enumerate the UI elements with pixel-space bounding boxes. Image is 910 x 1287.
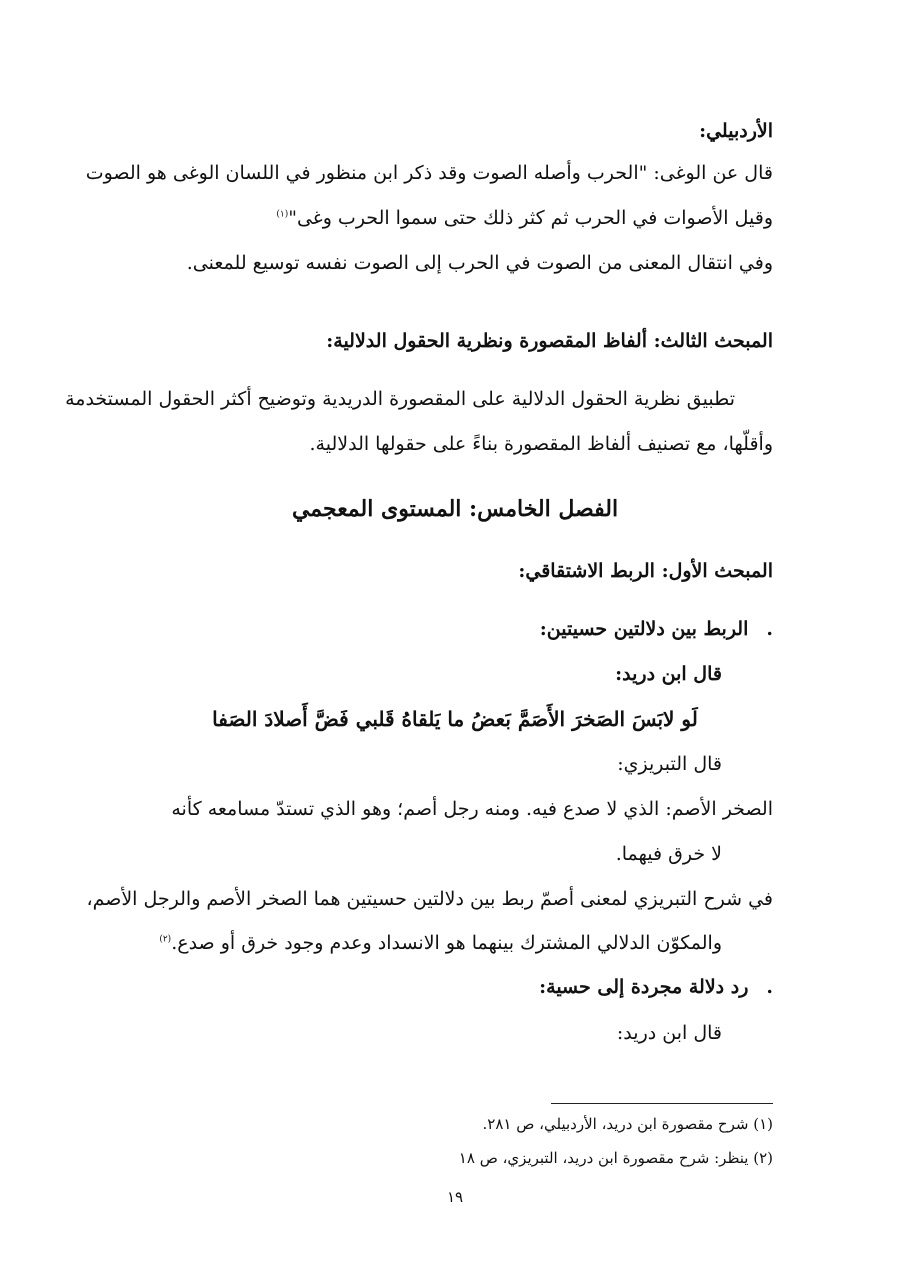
section-heading: المبحث الثالث: ألفاظ المقصورة ونظرية الحقول الدلالية:	[326, 330, 773, 352]
paragraph-line: وفي انتقال المعنى من الصوت في الحرب إلى الصوت نفسه توسيع للمعنى.	[186, 252, 773, 274]
bullet-item	[539, 972, 773, 1002]
chapter-title: الفصل الخامس: المستوى المعجمي	[291, 496, 619, 522]
footnote-2: (٢) ينظر: شرح مقصورة ابن دريد، التبريزي، ص ١٨	[458, 1149, 773, 1167]
footnote-1: (١) شرح مقصورة ابن دريد، الأردبيلي، ص ٢٨١.	[482, 1115, 773, 1133]
paragraph-line	[276, 203, 773, 233]
paragraph-line: لا خرق فيهما.	[615, 843, 722, 865]
paragraph-line: قال عن الوغى: "الحرب وأصله الصوت وقد ذكر ابن منظور في اللسان الوغى هو الصوت	[85, 162, 773, 184]
ardabili-heading: الأردبيلي:	[699, 120, 773, 142]
bullet-text: رد دلالة مجردة إلى حسية:	[539, 976, 749, 998]
quote-label: قال ابن دريد:	[616, 1022, 722, 1044]
paragraph-line: الصخر الأصم: الذي لا صدع فيه. ومنه رجل أصم؛ وهو الذي تستدّ مسامعه كأنه	[171, 798, 773, 820]
paragraph-text: وقيل الأصوات في الحرب ثم كثر ذلك حتى سموا الحرب وغى"	[288, 207, 773, 229]
poetry-verse: لَو لابَسَ الصَخرَ الأَصَمَّ بَعضُ ما يَلقاهُ قَلبي فَضَّ أَصلادَ الصَفا	[212, 707, 698, 731]
footnote-ref: (٢)	[159, 934, 172, 945]
page-number: ١٩	[446, 1188, 464, 1206]
paragraph-line: في شرح التبريزي لمعنى أصمّ ربط بين دلالتين حسيتين هما الصخر الأصم والرجل الأصم،	[86, 888, 773, 910]
paragraph-line: تطبيق نظرية الحقول الدلالية على المقصورة الدريدية وتوضيح أكثر الحقول المستخدمة	[65, 388, 735, 410]
section-heading: المبحث الأول: الربط الاشتقاقي:	[518, 560, 773, 582]
bullet-item	[540, 614, 773, 644]
footnote-separator	[551, 1103, 773, 1104]
paragraph-line: وأقلّها، مع تصنيف ألفاظ المقصورة بناءً على حقولها الدلالية.	[309, 433, 773, 455]
bullet-marker: .	[766, 618, 773, 640]
quote-label: قال التبريزي:	[617, 753, 722, 775]
paragraph-line	[159, 928, 722, 958]
quote-label: قال ابن دريد:	[615, 663, 722, 685]
bullet-marker: .	[766, 976, 773, 998]
bullet-text: الربط بين دلالتين حسيتين:	[539, 618, 749, 640]
paragraph-text: والمكوّن الدلالي المشترك بينهما هو الانسداد وعدم وجود خرق أو صدع.	[171, 932, 722, 954]
footnote-ref: (١)	[276, 209, 289, 220]
